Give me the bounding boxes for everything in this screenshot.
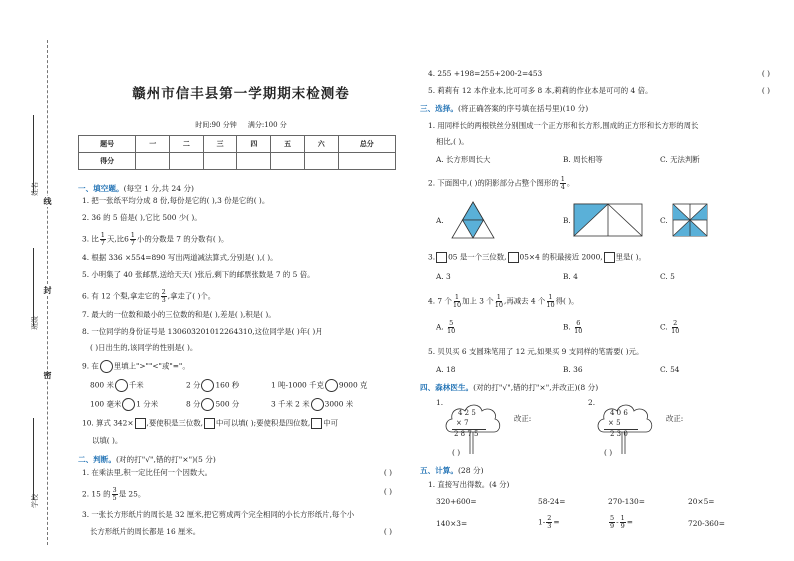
score-table-score-row	[79, 153, 396, 170]
school-label: 学校	[31, 494, 39, 508]
choice-q1-line1: 1. 用同样长的两根铁丝分别围成一个正方形和长方形,围成的正方形和长方形的周长	[428, 121, 699, 130]
answer-box[interactable]	[604, 252, 615, 263]
fill-q4: 4. 根据 336 ×554=890 写出两道减法算式,分别是( ),( )。	[82, 253, 278, 262]
calc-item[interactable]: 20×5=	[688, 497, 715, 506]
fraction: $\frac{2}{3}$	[161, 288, 166, 304]
fraction: $\frac{1}{7}$	[130, 231, 135, 247]
score-input-cell[interactable]	[170, 153, 204, 170]
answer-box[interactable]	[436, 252, 447, 263]
fraction: $\frac{1}{10}$	[452, 293, 462, 309]
compare-circle[interactable]	[311, 398, 324, 411]
triangle-figure	[450, 200, 496, 240]
class-label: 班级	[31, 316, 39, 330]
fraction: $\frac{2}{10}$	[671, 319, 680, 335]
tree-1-multiplicand: 4 2 5	[458, 409, 476, 417]
fraction: $\frac{1}{7}$	[100, 231, 105, 247]
fraction: $\frac{1}{9}$	[620, 514, 625, 530]
compare-circle[interactable]	[325, 379, 338, 392]
score-cell: 六	[304, 136, 338, 153]
choice-q2: 2. 下面图中,( )的阴影部分占整个图形的 $\frac{1}{4}$ 。	[428, 175, 575, 191]
compare-circle[interactable]	[100, 360, 113, 373]
choice-q1-option-b[interactable]: B. 周长相等	[563, 155, 603, 164]
fill-q2: 2. 36 的 5 倍是( ),它比 500 少( )。	[82, 213, 202, 222]
full-score: 满分:100 分	[247, 121, 287, 129]
fill-q5: 5. 小明集了 40 张邮票,送给天天( )张后,剩下的邮票张数是 7 的 5 倍。	[82, 270, 315, 279]
seal-char-xian: 线	[43, 196, 52, 206]
score-cell: 四	[237, 136, 271, 153]
fill-q8-line2: ( )日出生的,该同学的性别是( )。	[90, 343, 198, 352]
compare-circle[interactable]	[122, 398, 135, 411]
fraction: $\frac{1}{10}$	[494, 293, 503, 309]
judge-q1: 1. 在乘法里,积一定比任何一个因数大。 ( )	[82, 468, 392, 477]
score-input-cell[interactable]	[136, 153, 170, 170]
fill-q9-row2: 3 千米 2 米 3000 米	[271, 398, 353, 411]
choice-q4-option-c[interactable]: C. $\frac{2}{10}$	[660, 319, 680, 335]
tree-2-fix-label: 改正:	[666, 414, 684, 423]
score-input-cell[interactable]	[338, 153, 395, 170]
school-line	[33, 418, 34, 500]
tree-2-product: 2 3 0	[610, 430, 628, 438]
fill-q9-row2: 100 毫米 1 分米	[90, 398, 158, 411]
fraction: $\frac{1}{4}$	[560, 175, 565, 191]
tree-1-paren[interactable]: ( )	[452, 448, 461, 457]
answer-box[interactable]	[311, 418, 322, 429]
calc-item[interactable]: $\frac{5}{9}$ - $\frac{1}{9}$ =	[610, 514, 633, 530]
fill-q8-line1: 8. 一位同学的身份证号是 130603201012264310,这位同学是( )年( )月	[82, 327, 323, 336]
calc-item[interactable]: 270-130=	[608, 497, 645, 506]
score-cell: 题号	[79, 136, 136, 153]
score-row-label: 得分	[79, 153, 136, 170]
calc-sub-heading: 1. 直接写出得数。(4 分)	[428, 480, 510, 489]
score-cell: 五	[271, 136, 305, 153]
choice-q5-option-a[interactable]: A. 18	[436, 365, 456, 374]
score-input-cell[interactable]	[203, 153, 237, 170]
name-label: 姓名	[31, 182, 39, 196]
fill-q7: 7. 最大的一位数和最小的三位数的和是( ),差是( ),积是( )。	[82, 310, 276, 319]
choice-q2-option-c[interactable]: C.	[660, 216, 668, 225]
calc-item[interactable]: 140×3=	[436, 519, 468, 528]
time-limit: 时间:90 分钟	[195, 121, 237, 129]
choice-q5: 5. 贝贝买 6 支圆珠笔用了 12 元,如果买 9 支同样的笔需要( )元。	[428, 347, 644, 356]
answer-box[interactable]	[135, 418, 146, 429]
fraction: $\frac{1}{10}$	[546, 293, 555, 309]
judge-q3-line1: 3. 一张长方形纸片的周长是 32 厘米,把它剪成两个完全相同的小长方形纸片,每个小	[82, 510, 355, 519]
fill-q1: 1. 把一张纸平均分成 8 份,每份是它的( ),3 份是它的( )。	[82, 196, 270, 205]
tree-1-product: 2 8 7 5	[454, 430, 479, 438]
exam-meta	[78, 120, 404, 130]
calc-item[interactable]: 320+600=	[436, 497, 477, 506]
score-input-cell[interactable]	[271, 153, 305, 170]
answer-paren[interactable]: ( )	[383, 527, 392, 536]
score-input-cell[interactable]	[237, 153, 271, 170]
score-cell: 总分	[338, 136, 395, 153]
choice-q5-option-c[interactable]: C. 54	[660, 365, 680, 374]
tree-2-number: 2.	[588, 398, 596, 407]
seal-char-feng: 封	[43, 285, 52, 295]
calc-item[interactable]: 58-24=	[538, 497, 566, 506]
choice-q3-option-c[interactable]: C. 5	[660, 272, 675, 281]
section-3-heading: 三、选择。(将正确答案的序号填在括号里)(10 分)	[420, 104, 589, 113]
choice-q4-option-a[interactable]: A. $\frac{5}{10}$	[436, 319, 456, 335]
answer-paren[interactable]: ( )	[761, 86, 770, 95]
fill-q9-row1: 2 分 160 秒	[186, 379, 239, 392]
score-cell: 三	[203, 136, 237, 153]
class-line	[33, 248, 34, 326]
compare-circle[interactable]	[201, 379, 214, 392]
section-4-heading: 四、森林医生。(对的打"√",错的打"×",并改正)(8 分)	[420, 383, 599, 392]
compare-circle[interactable]	[201, 398, 214, 411]
judge-q3-line2: 长方形纸片的周长都是 16 厘米。 ( )	[90, 527, 392, 536]
tree-1-fix-label: 改正:	[514, 414, 532, 423]
fraction: $\frac{5}{10}$	[447, 319, 456, 335]
score-table-header-row	[79, 136, 396, 153]
score-table	[78, 135, 396, 170]
fraction: $\frac{6}{10}$	[574, 319, 583, 335]
fraction: $\frac{3}{5}$	[112, 486, 117, 502]
choice-q3-option-a[interactable]: A. 3	[436, 272, 451, 281]
compare-circle[interactable]	[115, 379, 128, 392]
fill-q6: 6. 有 12 个梨,拿走它的 $\frac{2}{3}$ ,拿走了( )个。	[82, 288, 216, 304]
fill-q9: 9. 在 里填上">""<"或"="。	[82, 360, 190, 373]
fill-q10: 10. 算式 342× ,要使积是三位数, 中可以填( );要使积是四位数, 中可	[82, 418, 339, 428]
fill-q10-line2: 以填( )。	[92, 436, 123, 445]
square-figure	[672, 203, 708, 237]
answer-box[interactable]	[204, 418, 215, 429]
fraction: $\frac{5}{9}$	[610, 514, 615, 530]
tree-1-multiplier: × 7	[456, 419, 469, 427]
fill-q9-row2: 8 分 500 分	[186, 398, 239, 411]
judge-q5: 5. 莉莉有 12 本作业本,比可可多 8 本,莉莉的作业本是可可的 4 倍。 ( )	[428, 86, 770, 95]
name-line	[33, 115, 34, 193]
fill-q9-row1: 1 吨-1000 千克 9000 克	[271, 379, 367, 392]
section-2-heading: 二、判断。(对的打"√",错的打"×")(5 分)	[78, 455, 216, 464]
answer-paren[interactable]: ( )	[383, 487, 392, 496]
rectangle-figure	[573, 203, 643, 237]
section-5-heading: 五、计算。(28 分)	[420, 466, 484, 475]
tree-2-multiplier: × 5	[608, 419, 621, 427]
choice-q5-option-b[interactable]: B. 36	[563, 365, 583, 374]
score-cell: 二	[170, 136, 204, 153]
score-input-cell[interactable]	[304, 153, 338, 170]
fill-q3: 3. 比 $\frac{1}{7}$ 天,比6 $\frac{1}{7}$ 小的分数是 7 的分数有( )。	[82, 231, 229, 247]
fill-q9-row1: 800 米 千米	[90, 379, 144, 392]
answer-box[interactable]	[508, 252, 519, 263]
calc-item[interactable]: 1- $\frac{2}{3}$ =	[538, 514, 560, 530]
choice-q1-option-c[interactable]: C. 无法判断	[660, 155, 700, 164]
tree-2-paren[interactable]: ( )	[604, 448, 613, 457]
choice-q1-line2: 相比,( )。	[436, 137, 469, 146]
choice-q4-option-b[interactable]: B. $\frac{6}{10}$	[563, 319, 583, 335]
choice-q3-option-b[interactable]: B. 4	[563, 272, 578, 281]
choice-q3: 3. 05 是一个三位数, 05×4 的积最接近 2000, 里是( )。	[428, 252, 646, 262]
judge-q2: 2. 15 的 $\frac{3}{5}$ 是 25。 ( )	[82, 486, 392, 502]
judge-q4: 4. 255 +198=255+200-2=453 ( )	[428, 69, 770, 78]
choice-q2-option-a[interactable]: A.	[436, 216, 444, 225]
choice-q1-option-a[interactable]: A. 长方形周长大	[436, 155, 491, 164]
choice-q4: 4. 7 个 $\frac{1}{10}$ 加上 3 个 $\frac{1}{10}$ ,再减去 4 个 $\frac{1}{10}$ 得( )。	[428, 293, 579, 309]
calc-item[interactable]: 720-360=	[688, 519, 725, 528]
binding-margin	[0, 0, 58, 561]
answer-paren[interactable]: ( )	[761, 69, 770, 78]
tree-1-number: 1.	[436, 398, 444, 407]
seal-char-mi: 密	[43, 370, 52, 380]
fraction: $\frac{2}{3}$	[547, 514, 552, 530]
answer-paren[interactable]: ( )	[383, 468, 392, 477]
choice-q2-option-b[interactable]: B.	[563, 216, 571, 225]
score-cell: 一	[136, 136, 170, 153]
exam-title: 赣州市信丰县第一学期期末检测卷	[132, 86, 350, 102]
tree-2-multiplicand: 4 0 6	[610, 409, 628, 417]
section-1-heading: 一、填空题。(每空 1 分,共 24 分)	[78, 184, 195, 193]
